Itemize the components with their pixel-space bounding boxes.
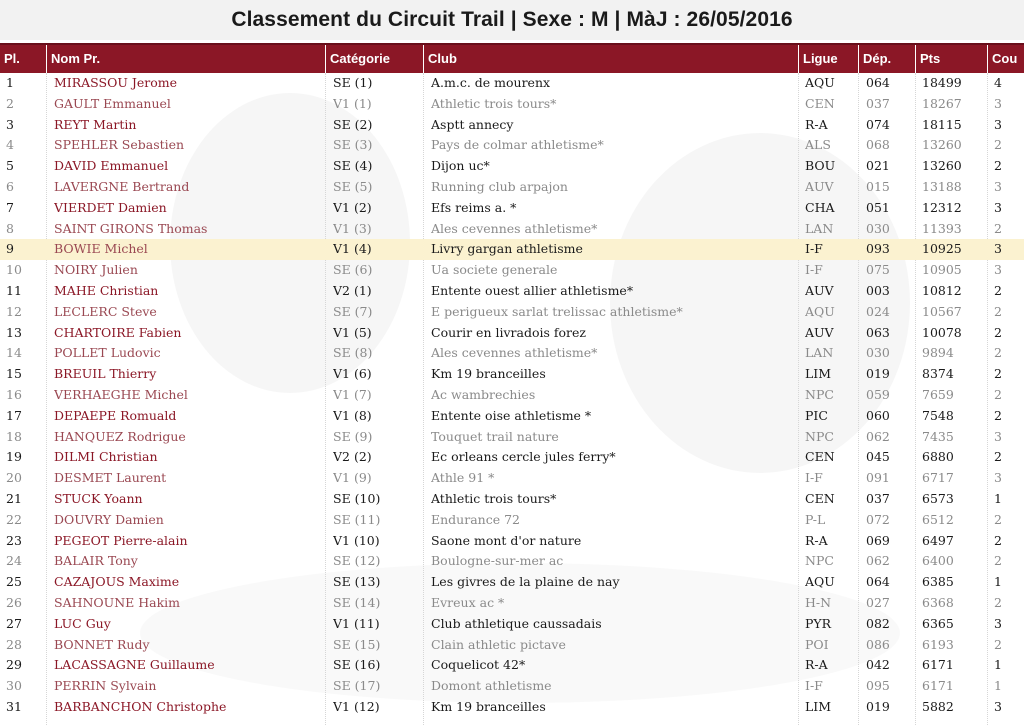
- table-row[interactable]: [0, 489, 1024, 510]
- races-cell: 3: [994, 178, 1002, 194]
- rank-cell: 29: [6, 657, 22, 673]
- table-row[interactable]: [0, 323, 1024, 344]
- category-cell: SE (1): [333, 75, 373, 90]
- league-cell: I-F: [805, 262, 823, 278]
- club-cell[interactable]: Running club arpajon: [431, 178, 568, 194]
- points-cell: 13260: [922, 158, 962, 174]
- rank-cell: 16: [6, 386, 22, 402]
- races-cell: 3: [994, 95, 1002, 111]
- table-row[interactable]: [0, 427, 1024, 448]
- rank-cell: 14: [6, 345, 22, 361]
- league-cell: LAN: [805, 220, 834, 236]
- points-cell: 6400: [922, 553, 954, 569]
- points-cell: 10925: [922, 241, 962, 257]
- table-row[interactable]: [0, 468, 1024, 489]
- league-cell: NPC: [805, 428, 834, 444]
- points-cell: 6880: [922, 449, 954, 465]
- club-cell[interactable]: Pays de colmar athletisme*: [431, 137, 604, 153]
- races-cell: 3: [994, 262, 1002, 278]
- club-cell[interactable]: Domont athletisme: [431, 678, 552, 694]
- points-cell: 18115: [922, 116, 962, 132]
- category-cell: SE (11): [333, 511, 381, 527]
- races-cell: 2: [994, 282, 1002, 298]
- rank-cell: 23: [6, 532, 22, 548]
- category-cell: SE (12): [333, 553, 381, 569]
- name-cell[interactable]: MAHE Christian: [54, 282, 159, 298]
- club-cell[interactable]: Dijon uc*: [431, 158, 490, 174]
- points-cell: 18499: [922, 75, 962, 90]
- races-cell: 3: [994, 615, 1002, 631]
- rank-cell: 2: [6, 95, 14, 111]
- league-cell: AUV: [805, 178, 834, 194]
- name-cell[interactable]: SAHNOUNE Hakim: [54, 594, 181, 610]
- department-cell: 037: [866, 95, 890, 111]
- table-row[interactable]: [0, 510, 1024, 531]
- name-cell[interactable]: HANQUEZ Rodrigue: [54, 428, 186, 444]
- races-cell: 2: [994, 386, 1002, 402]
- department-cell: 042: [866, 657, 890, 673]
- department-cell: 037: [866, 490, 890, 506]
- name-cell[interactable]: BONNET Rudy: [54, 636, 150, 652]
- races-cell: 2: [994, 532, 1002, 548]
- column-header-pl[interactable]: Pl.: [4, 51, 20, 66]
- table-row[interactable]: [0, 447, 1024, 468]
- category-cell: V2 (1): [333, 282, 372, 298]
- races-cell: 3: [994, 241, 1002, 257]
- league-cell: AQU: [805, 303, 835, 319]
- name-cell[interactable]: MIRASSOU Jerome: [54, 75, 177, 90]
- name-cell[interactable]: BREUIL Thierry: [54, 366, 157, 382]
- category-cell: V1 (12): [333, 698, 380, 714]
- department-cell: 062: [866, 428, 890, 444]
- races-cell: 2: [994, 220, 1002, 236]
- category-cell: SE (14): [333, 594, 381, 610]
- races-cell: 2: [994, 345, 1002, 361]
- category-cell: V1 (9): [333, 470, 372, 486]
- department-cell: 062: [866, 553, 890, 569]
- races-cell: 1: [994, 574, 1002, 590]
- name-cell[interactable]: BOWIE Michel: [54, 241, 148, 257]
- league-cell: LAN: [805, 345, 834, 361]
- category-cell: V1 (7): [333, 386, 372, 402]
- league-cell: LIM: [805, 698, 832, 714]
- table-row[interactable]: [0, 177, 1024, 198]
- name-cell[interactable]: DEPAEPE Romuald: [54, 407, 177, 423]
- rank-cell: 7: [6, 199, 14, 215]
- department-cell: 068: [866, 137, 890, 153]
- club-cell[interactable]: Entente ouest allier athletisme*: [431, 282, 634, 298]
- category-cell: V1 (1): [333, 95, 372, 111]
- club-cell[interactable]: Efs reims a. *: [431, 199, 517, 215]
- club-cell[interactable]: Ac wambrechies: [431, 386, 536, 402]
- table-row[interactable]: [0, 198, 1024, 219]
- table-row[interactable]: [0, 531, 1024, 552]
- races-cell: 2: [994, 553, 1002, 569]
- races-cell: 1: [994, 490, 1002, 506]
- races-cell: 2: [994, 324, 1002, 340]
- department-cell: 045: [866, 449, 890, 465]
- league-cell: CEN: [805, 490, 835, 506]
- category-cell: SE (9): [333, 428, 373, 444]
- races-cell: 2: [994, 511, 1002, 527]
- races-cell: 2: [994, 407, 1002, 423]
- rank-cell: 12: [6, 303, 22, 319]
- races-cell: 3: [994, 698, 1002, 714]
- table-row[interactable]: [0, 260, 1024, 281]
- league-cell: CEN: [805, 449, 835, 465]
- table-row[interactable]: [0, 406, 1024, 427]
- races-cell: 1: [994, 678, 1002, 694]
- table-row[interactable]: [0, 343, 1024, 364]
- name-cell[interactable]: GAULT Emmanuel: [54, 95, 171, 111]
- name-cell[interactable]: POLLET Ludovic: [54, 345, 161, 361]
- department-cell: 072: [866, 511, 890, 527]
- races-cell: 1: [994, 657, 1002, 673]
- name-cell[interactable]: LACASSAGNE Guillaume: [54, 657, 215, 673]
- department-cell: 021: [866, 158, 890, 174]
- department-cell: 064: [866, 574, 890, 590]
- table-row[interactable]: [0, 385, 1024, 406]
- category-cell: SE (15): [333, 636, 381, 652]
- league-cell: H-N: [805, 594, 832, 610]
- category-cell: SE (6): [333, 262, 373, 278]
- category-cell: SE (10): [333, 490, 381, 506]
- club-cell[interactable]: Endurance 72: [431, 511, 520, 527]
- rank-cell: 15: [6, 366, 22, 382]
- club-cell[interactable]: Les givres de la plaine de nay: [431, 574, 620, 590]
- page-title: Classement du Circuit Trail | Sexe : M | MàJ : 26/05/2016: [231, 8, 793, 31]
- rank-cell: 11: [6, 282, 22, 298]
- club-cell[interactable]: Athle 91 *: [431, 470, 495, 486]
- name-cell[interactable]: VERHAEGHE Michel: [54, 386, 188, 402]
- name-cell[interactable]: LAVERGNE Bertrand: [54, 178, 190, 194]
- club-cell[interactable]: Livry gargan athletisme: [431, 241, 583, 257]
- name-cell[interactable]: PERRIN Sylvain: [54, 678, 157, 694]
- club-cell[interactable]: Ales cevennes athletisme*: [431, 345, 598, 361]
- club-cell[interactable]: A.m.c. de mourenx: [431, 75, 551, 90]
- table-row[interactable]: [0, 115, 1024, 136]
- points-cell: 12312: [922, 199, 962, 215]
- points-cell: 6171: [922, 657, 954, 673]
- points-cell: 10567: [922, 303, 962, 319]
- club-cell[interactable]: Athletic trois tours*: [431, 95, 557, 111]
- rank-cell: 4: [6, 137, 14, 153]
- rank-cell: 9: [6, 241, 14, 257]
- category-cell: SE (17): [333, 678, 381, 694]
- column-header-nom[interactable]: Nom Pr.: [46, 45, 325, 73]
- table-row[interactable]: [0, 593, 1024, 614]
- name-cell[interactable]: BALAIR Tony: [54, 553, 138, 569]
- club-cell[interactable]: Ec orleans cercle jules ferry*: [431, 449, 616, 465]
- league-cell: I-F: [805, 241, 823, 257]
- league-cell: AQU: [805, 574, 835, 590]
- table-row[interactable]: [0, 73, 1024, 94]
- department-cell: 074: [866, 116, 890, 132]
- table-row[interactable]: [0, 551, 1024, 572]
- league-cell: BOU: [805, 158, 836, 174]
- points-cell: 7548: [922, 407, 954, 423]
- table-row[interactable]: [0, 135, 1024, 156]
- rank-cell: 13: [6, 324, 22, 340]
- club-cell[interactable]: Touquet trail nature: [431, 428, 559, 444]
- league-cell: R-A: [805, 532, 828, 548]
- points-cell: 6365: [922, 615, 954, 631]
- department-cell: 003: [866, 282, 890, 298]
- rank-cell: 6: [6, 178, 14, 194]
- name-cell[interactable]: DESMET Laurent: [54, 470, 167, 486]
- league-cell: CHA: [805, 199, 835, 215]
- name-cell[interactable]: CHARTOIRE Fabien: [54, 324, 182, 340]
- points-cell: 10078: [922, 324, 962, 340]
- category-cell: V2 (2): [333, 449, 372, 465]
- points-cell: 6512: [922, 511, 954, 527]
- department-cell: 093: [866, 241, 890, 257]
- club-cell[interactable]: Saone mont d'or nature: [431, 532, 582, 548]
- department-cell: 075: [866, 262, 890, 278]
- club-cell[interactable]: Clain athletic pictave: [431, 636, 566, 652]
- name-cell[interactable]: DAVID Emmanuel: [54, 158, 169, 174]
- points-cell: 7435: [922, 428, 954, 444]
- club-cell[interactable]: Entente oise athletisme *: [431, 407, 592, 423]
- table-row[interactable]: [0, 614, 1024, 635]
- category-cell: V1 (4): [333, 241, 372, 257]
- rank-cell: 10: [6, 262, 22, 278]
- club-cell[interactable]: Ua societe generale: [431, 262, 558, 278]
- category-cell: V1 (5): [333, 324, 372, 340]
- category-cell: SE (13): [333, 574, 381, 590]
- department-cell: 015: [866, 178, 890, 194]
- points-cell: 10905: [922, 262, 962, 278]
- points-cell: 5882: [922, 698, 954, 714]
- rank-cell: 22: [6, 511, 22, 527]
- department-cell: 064: [866, 75, 890, 90]
- category-cell: SE (2): [333, 116, 373, 132]
- points-cell: 6368: [922, 594, 954, 610]
- points-cell: 13260: [922, 137, 962, 153]
- league-cell: P-L: [805, 511, 826, 527]
- rank-cell: 3: [6, 116, 14, 132]
- table-row[interactable]: [0, 676, 1024, 697]
- points-cell: 13188: [922, 178, 962, 194]
- table-row[interactable]: [0, 302, 1024, 323]
- department-cell: 082: [866, 615, 890, 631]
- races-cell: 4: [994, 75, 1002, 90]
- name-cell[interactable]: SPEHLER Sebastien: [54, 137, 185, 153]
- table-row[interactable]: [0, 281, 1024, 302]
- races-cell: 2: [994, 366, 1002, 382]
- races-cell: 3: [994, 199, 1002, 215]
- league-cell: NPC: [805, 386, 834, 402]
- column-header-dep[interactable]: Dép.: [858, 45, 915, 73]
- table-row[interactable]: [0, 572, 1024, 593]
- department-cell: 069: [866, 532, 890, 548]
- department-cell: 027: [866, 594, 890, 610]
- club-cell[interactable]: Evreux ac *: [431, 594, 505, 610]
- department-cell: 060: [866, 407, 890, 423]
- league-cell: ALS: [805, 137, 831, 153]
- table-row[interactable]: [0, 655, 1024, 676]
- league-cell: AUV: [805, 324, 834, 340]
- column-header-cou[interactable]: Cou: [987, 45, 1024, 73]
- points-cell: 11393: [922, 220, 962, 236]
- column-header-pts[interactable]: Pts: [915, 45, 987, 73]
- league-cell: LIM: [805, 366, 832, 382]
- rank-cell: 26: [6, 594, 22, 610]
- category-cell: SE (16): [333, 657, 381, 673]
- league-cell: CEN: [805, 95, 835, 111]
- name-cell[interactable]: DILMI Christian: [54, 449, 158, 465]
- department-cell: 059: [866, 386, 890, 402]
- department-cell: 051: [866, 199, 890, 215]
- name-cell[interactable]: CAZAJOUS Maxime: [54, 574, 180, 590]
- points-cell: 10812: [922, 282, 962, 298]
- name-cell[interactable]: STUCK Yoann: [54, 490, 143, 506]
- league-cell: AQU: [805, 75, 835, 90]
- races-cell: 2: [994, 636, 1002, 652]
- rank-cell: 30: [6, 678, 22, 694]
- name-cell[interactable]: NOIRY Julien: [54, 262, 138, 278]
- category-cell: SE (4): [333, 158, 373, 174]
- ranking-table-body: [0, 73, 1024, 718]
- column-header-ligue[interactable]: Ligue: [798, 45, 858, 73]
- rank-cell: 19: [6, 449, 22, 465]
- table-row[interactable]: [0, 94, 1024, 115]
- name-cell[interactable]: DOUVRY Damien: [54, 511, 164, 527]
- club-cell[interactable]: Km 19 branceilles: [431, 698, 546, 714]
- points-cell: 9894: [922, 345, 954, 361]
- league-cell: NPC: [805, 553, 834, 569]
- league-cell: POI: [805, 636, 829, 652]
- club-cell[interactable]: Asptt annecy: [431, 116, 514, 132]
- races-cell: 2: [994, 303, 1002, 319]
- league-cell: AUV: [805, 282, 834, 298]
- races-cell: 3: [994, 470, 1002, 486]
- rank-cell: 5: [6, 158, 14, 174]
- races-cell: 2: [994, 594, 1002, 610]
- name-cell[interactable]: LECLERC Steve: [54, 303, 157, 319]
- category-cell: SE (3): [333, 137, 373, 153]
- department-cell: 086: [866, 636, 890, 652]
- league-cell: I-F: [805, 678, 823, 694]
- club-cell[interactable]: Athletic trois tours*: [431, 490, 557, 506]
- name-cell[interactable]: REYT Martin: [54, 116, 137, 132]
- department-cell: 019: [866, 366, 890, 382]
- department-cell: 030: [866, 345, 890, 361]
- races-cell: 2: [994, 449, 1002, 465]
- points-cell: 6171: [922, 678, 954, 694]
- rank-cell: 27: [6, 615, 22, 631]
- points-cell: 6385: [922, 574, 954, 590]
- rank-cell: 17: [6, 407, 22, 423]
- points-cell: 6497: [922, 532, 954, 548]
- column-header-club[interactable]: Club: [423, 45, 798, 73]
- table-row[interactable]: [0, 239, 1024, 260]
- rank-cell: 20: [6, 470, 22, 486]
- category-cell: V1 (10): [333, 532, 380, 548]
- races-cell: 2: [994, 158, 1002, 174]
- name-cell[interactable]: VIERDET Damien: [54, 199, 167, 215]
- name-cell[interactable]: SAINT GIRONS Thomas: [54, 220, 208, 236]
- rank-cell: 28: [6, 636, 22, 652]
- table-row[interactable]: [0, 219, 1024, 240]
- points-cell: 18267: [922, 95, 962, 111]
- races-cell: 2: [994, 137, 1002, 153]
- rank-cell: 8: [6, 220, 14, 236]
- club-cell[interactable]: Coquelicot 42*: [431, 657, 526, 673]
- department-cell: 019: [866, 698, 890, 714]
- club-cell[interactable]: Ales cevennes athletisme*: [431, 220, 598, 236]
- races-cell: 3: [994, 428, 1002, 444]
- club-cell[interactable]: E perigueux sarlat trelissac athletisme*: [431, 303, 683, 319]
- department-cell: 095: [866, 678, 890, 694]
- rank-cell: 1: [6, 75, 14, 90]
- rank-cell: 24: [6, 553, 22, 569]
- club-cell[interactable]: Club athletique caussadais: [431, 615, 602, 631]
- rank-cell: 25: [6, 574, 22, 590]
- rank-cell: 31: [6, 698, 22, 714]
- department-cell: 091: [866, 470, 890, 486]
- department-cell: 024: [866, 303, 890, 319]
- rank-cell: 18: [6, 428, 22, 444]
- category-cell: SE (5): [333, 178, 373, 194]
- rank-cell: 21: [6, 490, 22, 506]
- category-cell: SE (8): [333, 345, 373, 361]
- name-cell[interactable]: PEGEOT Pierre-alain: [54, 532, 188, 548]
- league-cell: R-A: [805, 116, 828, 132]
- category-cell: V1 (6): [333, 366, 372, 382]
- league-cell: I-F: [805, 470, 823, 486]
- table-row[interactable]: [0, 156, 1024, 177]
- table-row[interactable]: [0, 635, 1024, 656]
- points-cell: 8374: [922, 366, 954, 382]
- category-cell: SE (7): [333, 303, 373, 319]
- points-cell: 7659: [922, 386, 954, 402]
- name-cell[interactable]: BARBANCHON Christophe: [54, 698, 227, 714]
- category-cell: V1 (11): [333, 615, 380, 631]
- club-cell[interactable]: Km 19 branceilles: [431, 366, 546, 382]
- league-cell: PYR: [805, 615, 832, 631]
- category-cell: V1 (2): [333, 199, 372, 215]
- title-bar: [0, 0, 1024, 40]
- club-cell[interactable]: Courir en livradois forez: [431, 324, 586, 340]
- points-cell: 6193: [922, 636, 954, 652]
- races-cell: 3: [994, 116, 1002, 132]
- name-cell[interactable]: LUC Guy: [54, 615, 111, 631]
- department-cell: 030: [866, 220, 890, 236]
- points-cell: 6573: [922, 490, 954, 506]
- table-row[interactable]: [0, 697, 1024, 718]
- category-cell: V1 (3): [333, 220, 372, 236]
- club-cell[interactable]: Boulogne-sur-mer ac: [431, 553, 564, 569]
- points-cell: 6717: [922, 470, 954, 486]
- table-row[interactable]: [0, 364, 1024, 385]
- column-header-categorie[interactable]: Catégorie: [325, 45, 423, 73]
- league-cell: R-A: [805, 657, 828, 673]
- category-cell: V1 (8): [333, 407, 372, 423]
- department-cell: 063: [866, 324, 890, 340]
- table-header: [0, 43, 1024, 73]
- league-cell: PIC: [805, 407, 828, 423]
